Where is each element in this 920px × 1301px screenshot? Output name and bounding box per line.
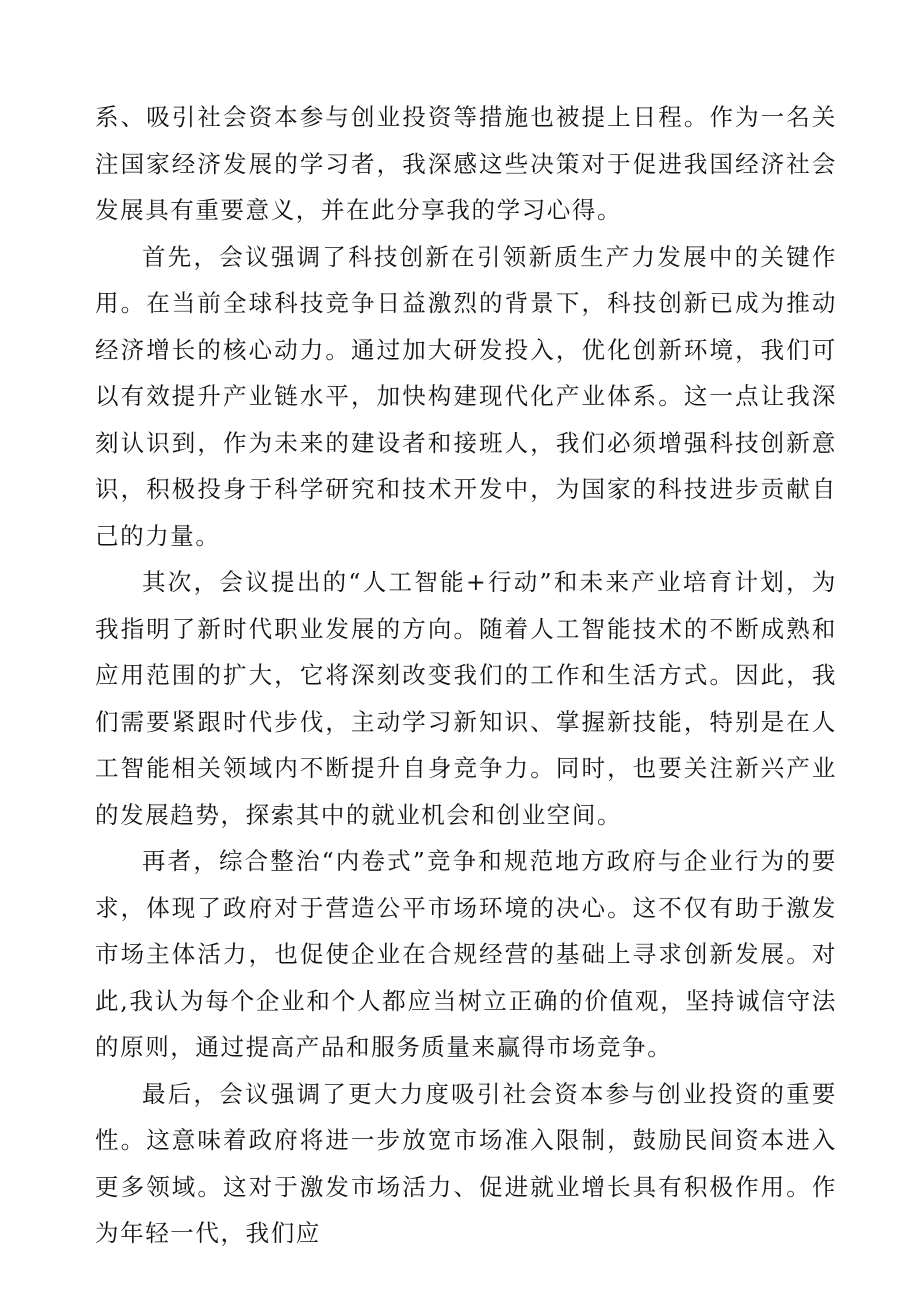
paragraph-continuation: 系、吸引社会资本参与创业投资等措施也被提上日程。作为一名关注国家经济发展的学习者，我深感这些决策对于促进我国经济社会发展具有重要意义，并在此分享我的学习心得。 [95,103,837,224]
paragraph-ai-action: 其次，会议提出的“人工智能+行动”和未来产业培育计划，为我指明了新时代职业发展的方向。随着人工智能技术的不断成熟和应用范围的扩大，它将深刻改变我们的工作和生活方式。因此，我们需要紧跟时代步伐，主动学习新知识、掌握新技能，特别是在人工智能相关领域内不断提升自身竞争力。同时，也要关注新兴产业的发展趋势，探索其中的就业机会和创业空间。 [95,568,837,829]
paragraph-fair-competition: 再者，综合整治“内卷式”竞争和规范地方政府与企业行为的要求，体现了政府对于营造公平市场环境的决心。这不仅有助于激发市场主体活力，也促使企业在合规经营的基础上寻求创新发展。对此,我认为每个企业和个人都应当树立正确的价值观，坚持诚信守法的原则，通过提高产品和服务质量来赢得市场竞争。 [95,847,837,1061]
paragraph-social-capital: 最后，会议强调了更大力度吸引社会资本参与创业投资的重要性。这意味着政府将进一步放宽市场准入限制，鼓励民间资本进入更多领域。这对于激发市场活力、促进就业增长具有积极作用。作为年轻一代，我们应 [95,1079,837,1247]
paragraph-tech-innovation: 首先，会议强调了科技创新在引领新质生产力发展中的关键作用。在当前全球科技竞争日益激烈的背景下，科技创新已成为推动经济增长的核心动力。通过加大研发投入，优化创新环境，我们可以有效提升产业链水平，加快构建现代化产业体系。这一点让我深刻认识到，作为未来的建设者和接班人，我们必须增强科技创新意识，积极投身于科学研究和技术开发中，为国家的科技进步贡献自己的力量。 [95,242,837,550]
document-body [95,94,837,1257]
